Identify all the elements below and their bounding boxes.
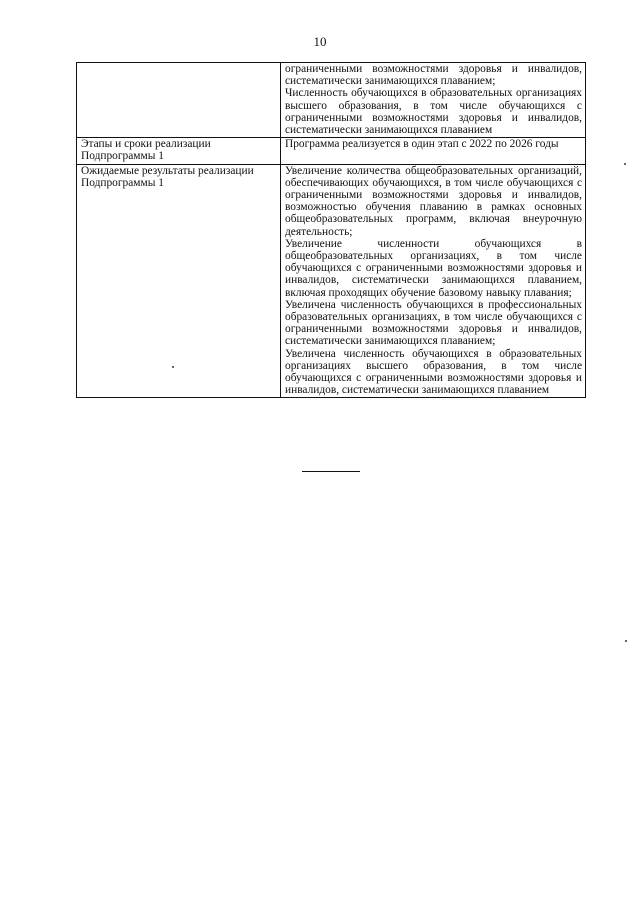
table-row xyxy=(77,63,586,138)
scan-speck xyxy=(624,163,626,165)
scan-speck xyxy=(625,640,627,642)
table-row xyxy=(77,138,586,164)
page-number: 10 xyxy=(313,34,327,49)
passport-table xyxy=(76,62,586,398)
row-content xyxy=(281,164,586,398)
content-paragraph: Численность обучающихся в образовательных организациях высшего образования, в том числе обучающихся с ограниченными возможностями здоровья и инвалидов, систематически занимающихся плаванием xyxy=(285,87,582,137)
content-paragraph: Программа реализуется в один этап с 2022 по 2026 годы xyxy=(285,138,559,151)
content-paragraph: Увеличение численности обучающихся в общеобразовательных организациях, в том числе обучающихся с ограниченными возможностями здоровья и инвалидов, систематически занимающихся плаванием, включая проходящих обучение базовому навыку плавания; xyxy=(285,237,582,299)
content-paragraph: Увеличена численность обучающихся в образовательных организациях высшего образования, в том числе обучающихся с ограниченными возможностями здоровья и инвалидов, систематически занимающихся плаванием xyxy=(285,347,582,397)
row-content xyxy=(281,63,586,138)
scan-speck xyxy=(172,366,174,368)
row-label: Этапы и сроки реализации Подпрограммы 1 xyxy=(77,138,281,164)
content-paragraph: Увеличение количества общеобразовательных организаций, обеспечивающих обучающихся, в том числе обучающихся с ограниченными возможностями здоровья и инвалидов, возможностью обучения плаванию в рамках основных общеобразовательных программ, включая внеурочную деятельность; xyxy=(285,164,582,238)
row-content xyxy=(281,138,586,164)
table-row xyxy=(77,164,586,398)
content-paragraph: Увеличена численность обучающихся в профессиональных образовательных организациях, в том числе обучающихся с ограниченными возможностями здоровья и инвалидов, систематически занимающихся плаванием; xyxy=(285,298,582,348)
end-divider xyxy=(302,471,360,472)
content-paragraph: ограниченными возможностями здоровья и инвалидов, систематически занимающихся плаванием; xyxy=(285,63,582,88)
row-label: Ожидаемые результаты реализации Подпрограммы 1 xyxy=(77,164,281,398)
row-label xyxy=(77,63,281,138)
